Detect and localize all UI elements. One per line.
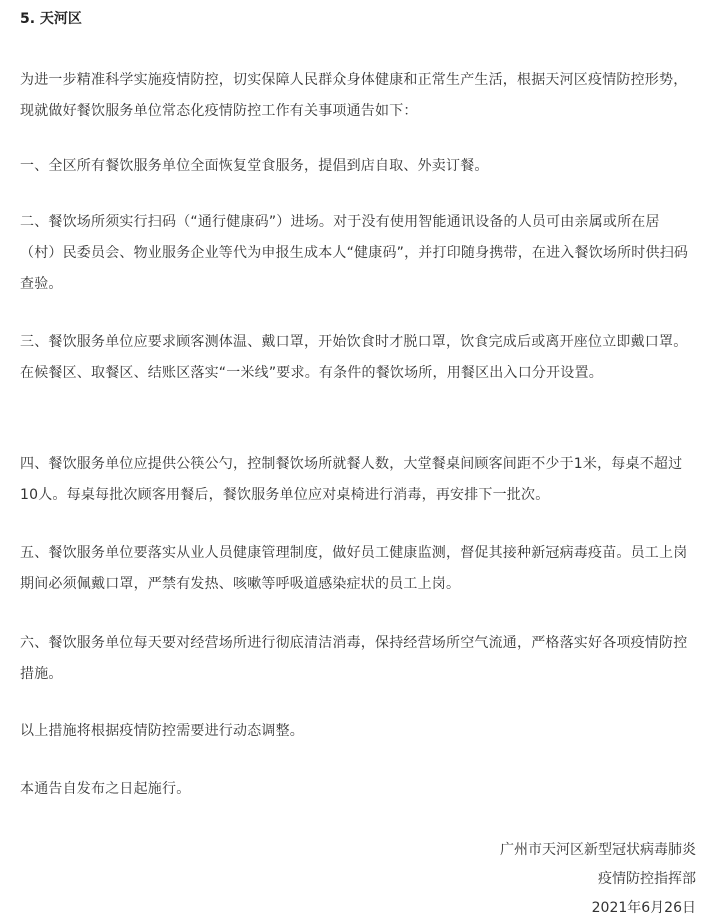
item-6-paragraph: 六、餐饮服务单位每天要对经营场所进行彻底清洁消毒，保持经营场所空气流通，严格落实好各项疫情防控措施。 (20, 635, 688, 682)
adjustment-note: 以上措施将根据疫情防控需要进行动态调整。 (20, 723, 304, 739)
item-4-paragraph: 四、餐饮服务单位应提供公筷公勺，控制餐饮场所就餐人数，大堂餐桌间顾客间距不少于1米，每桌不超过10人。每桌每批次顾客用餐后，餐饮服务单位应对桌椅进行消毒，再安排下一批次。 (20, 456, 683, 503)
intro-paragraph: 为进一步精准科学实施疫情防控，切实保障人民群众身体健康和正常生产生活，根据天河区疫情防控形势，现就做好餐饮服务单位常态化疫情防控工作有关事项通告如下： (20, 72, 688, 119)
effective-note: 本通告自发布之日起施行。 (20, 781, 191, 797)
signature-org-line2: 疫情防控指挥部 (598, 871, 696, 887)
item-1-paragraph: 一、全区所有餐饮服务单位全面恢复堂食服务，提倡到店自取、外卖订餐。 (20, 158, 489, 174)
item-3-paragraph: 三、餐饮服务单位应要求顾客测体温、戴口罩，开始饮食时才脱口罩，饮食完成后或离开座位立即戴口罩。在候餐区、取餐区、结账区落实“一米线”要求。有条件的餐饮场所，用餐区出入口分开设置。 (20, 334, 688, 381)
signature-org-line1: 广州市天河区新型冠状病毒肺炎 (500, 842, 696, 858)
item-2-paragraph: 二、餐饮场所须实行扫码（“通行健康码”）进场。对于没有使用智能通讯设备的人员可由亲属或所在居（村）民委员会、物业服务企业等代为申报生成本人“健康码”，并打印随身携带，在进入餐饮场所时供扫码查验。 (20, 214, 689, 292)
signature-date: 2021年6月26日 (591, 900, 696, 916)
section-heading: 5. 天河区 (20, 11, 82, 27)
item-5-paragraph: 五、餐饮服务单位要落实从业人员健康管理制度，做好员工健康监测，督促其接种新冠病毒疫苗。员工上岗期间必须佩戴口罩，严禁有发热、咳嗽等呼吸道感染症状的员工上岗。 (20, 545, 688, 592)
